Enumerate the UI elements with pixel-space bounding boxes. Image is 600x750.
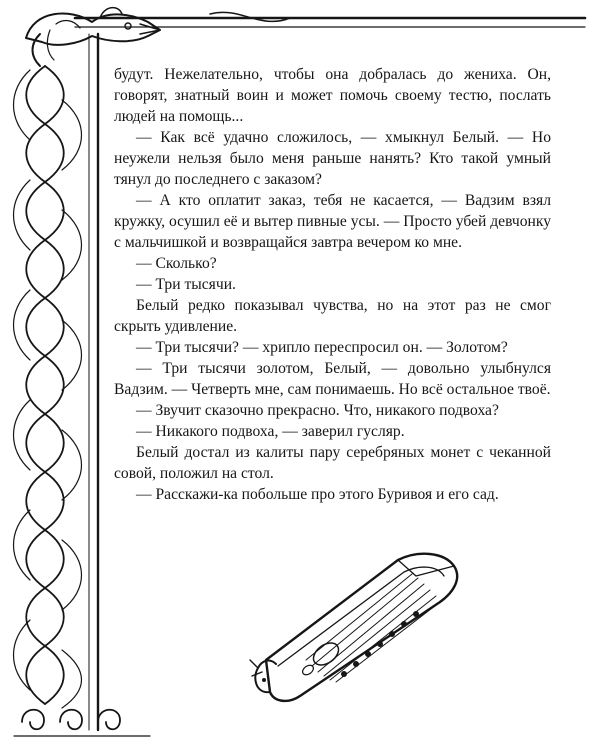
gusli-harp-illustration <box>248 548 466 708</box>
paragraph: Белый достал из калиты пару серебряных монет с чеканной совой, положил на стол. <box>114 444 551 482</box>
paragraph: — А кто оплатит заказ, тебя не касается, — Вадзим взял кружку, осушил её и вытер пивные усы. — Просто убей девчонку с мальчишкой и возвращайся завтра вечером ко мне. <box>114 192 551 251</box>
paragraph: — Сколько? <box>136 255 217 272</box>
page-text <box>114 64 551 505</box>
paragraph: Белый редко показывал чувства, но на этот раз не смог скрыть удивление. <box>114 297 551 335</box>
paragraph: — Три тысячи? — хрипло переспросил он. — Золотом? <box>136 339 508 356</box>
paragraph: — Никакого подвоха, — заверил гусляр. <box>136 423 405 440</box>
dragon-head-icon <box>26 8 160 66</box>
paragraph: — Три тысячи. <box>136 276 236 293</box>
paragraph: — Три тысячи золотом, Белый, — довольно улыбнулся Вадзим. — Четверть мне, сам понимаешь. Но всё остальное твоё. <box>114 360 551 398</box>
paragraph: — Звучит сказочно прекрасно. Что, никакого подвоха? <box>136 402 499 419</box>
paragraph: — Как всё удачно сложилось, — хмыкнул Белый. — Но неужели нельзя было меня раньше нанять? Кто такой умный тянул до последнего с заказом? <box>114 129 551 188</box>
paragraph: — Расскажи-ка побольше про этого Буривоя и его сад. <box>136 486 499 503</box>
paragraph: будут. Нежелательно, чтобы она добралась до жениха. Он, говорят, знатный воин и может помочь своему тестю, послать людей на помощь... <box>114 66 551 125</box>
